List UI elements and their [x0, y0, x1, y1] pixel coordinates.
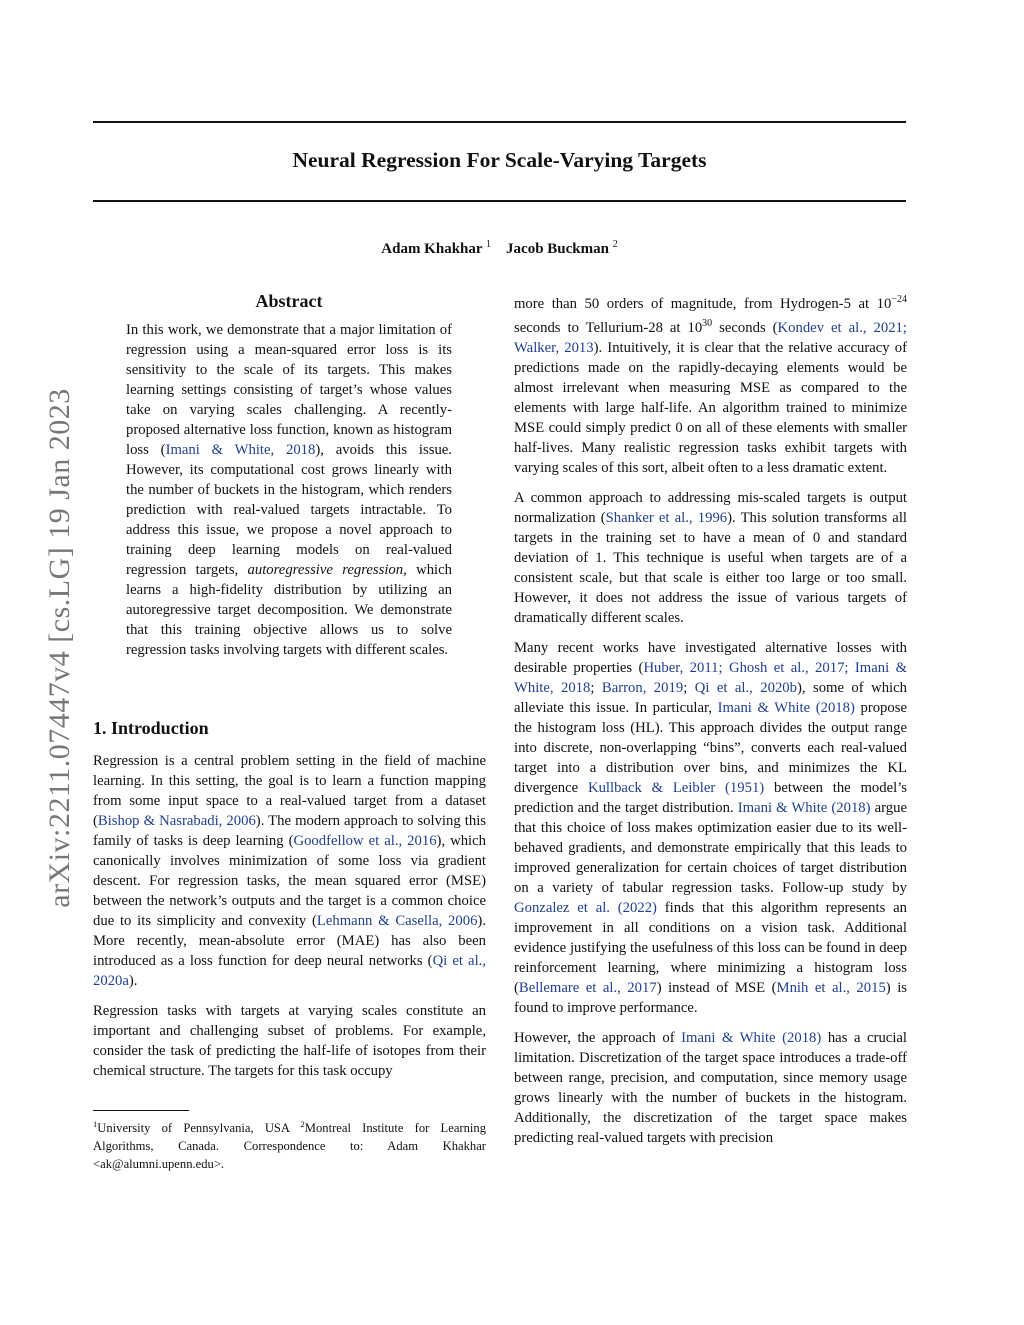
citation-link[interactable]: Shanker et al., 1996 [605, 509, 728, 526]
abstract-text: In this work, we demonstrate that a major limitation of regression using a mean-squared error loss is its sensitivity to the scale of its targets. This makes learning settings consisting of target’s whose values take on varying scales challenging. A recently-proposed alternative loss function, known as histogram loss ( [126, 322, 452, 458]
footnote-mark: 1 [93, 1119, 98, 1129]
paragraph-text: seconds to Tellurium-28 at 10 [514, 319, 703, 336]
top-rule [93, 121, 906, 123]
paragraph-text: Many recent works have investigated alternative losses with desirable properties ( [514, 639, 907, 676]
footnote-mark: 2 [300, 1119, 305, 1129]
paper-title: Neural Regression For Scale-Varying Targets [292, 148, 707, 172]
citation-link[interactable]: Lehmann & Casella, 2006 [316, 913, 478, 929]
paragraph [514, 638, 907, 1018]
abstract-text: ), avoids this issue. However, its computational cost grows linearly with the number of buckets in the histogram, which renders prediction with real-valued targets intractable. To address this issue, we propose a novel approach to training deep learning models on real-valued regression targets, [126, 442, 452, 578]
paragraph-text: ). Intuitively, it is clear that the relative accuracy of predictions made on the rapidly-decaying elements would be almost irrelevant when measuring MSE as compared to the elements with large half-life. An algorithm trained to minimize MSE could simply predict 0 on all of these elements with smaller half-lives. Many realistic regression tasks exhibit targets with varying scales of this sort, albeit often to a less dramatic extent. [514, 339, 908, 476]
author-affiliation-mark: 1 [486, 239, 492, 250]
paragraph-text: has a crucial limitation. Discretization of the target space introduces a trade-off between range, precision, and computation, since memory usage grows linearly with the number of buckets in the histogram. Additionally, the discretization of the target space makes predicting real-valued targets with precision [514, 1029, 907, 1146]
paragraph-text: ; [590, 679, 602, 696]
citation-link[interactable]: Mnih et al., 2015 [776, 979, 886, 996]
paragraph-text: between the model’s prediction and the target distribution. [514, 779, 907, 816]
citation-link[interactable]: Kondev et al., 2021; Walker, 2013 [514, 319, 907, 356]
paragraph-text: ), some of which alleviate this issue. In particular, [514, 679, 907, 716]
paragraph [514, 1028, 907, 1148]
right-column [514, 290, 907, 1158]
citation-link[interactable]: Bellemare et al., 2017 [518, 979, 657, 996]
section-heading-introduction: 1. Introduction [93, 718, 209, 738]
author-list [93, 234, 906, 260]
paragraph-text: propose the histogram loss (HL). This approach divides the output range into discrete, non-overlapping “bins”, converts each real-valued target into a distribution over bins, and minimizes the KL divergence [514, 699, 907, 796]
paragraph [93, 751, 486, 991]
paragraph-text: more than 50 orders of magnitude, from Hydrogen-5 at 10 [514, 295, 892, 312]
paragraph-text: ) is found to improve performance. [514, 979, 907, 1016]
citation-link[interactable]: Imani & White (2018) [737, 799, 871, 816]
citation-link[interactable]: Goodfellow et al., 2016 [293, 833, 437, 849]
author-name: Jacob Buckman [506, 241, 609, 257]
citation-link[interactable]: Kullback & Leibler (1951) [587, 779, 765, 796]
paragraph-text: ). [128, 973, 138, 989]
citation-link[interactable]: Barron, 2019 [601, 679, 684, 696]
citation-link[interactable]: Imani & White (2018) [681, 1029, 822, 1046]
paragraph-text: ). The modern approach to solving this family of tasks is deep learning ( [93, 813, 487, 849]
exponent: 30 [702, 317, 713, 329]
paragraph-text: ). More recently, mean-absolute error (MAE) has also been introduced as a loss function for deep neural networks ( [93, 913, 486, 969]
paragraph-text: ), which canonically involves minimization of some loss via gradient descent. For regression tasks, the mean squared error (MSE) between the network’s outputs and the target is a common choice due to its simplicity and convexity ( [93, 833, 486, 929]
footnote-text: University of Pennsylvania, USA [97, 1121, 301, 1136]
citation-link[interactable]: Qi et al., 2020a [93, 953, 486, 989]
paragraph-text: Regression is a central problem setting in the field of machine learning. In this setting, the goal is to learn a function mapping from some input space to a real-valued target from a dataset ( [93, 753, 486, 829]
title-bottom-rule [93, 200, 906, 202]
paragraph-text: A common approach to addressing mis-scaled targets is output normalization ( [514, 489, 907, 526]
citation-link[interactable]: Imani & White (2018) [717, 699, 855, 716]
author-name: Adam Khakhar [381, 241, 483, 257]
abstract-body [126, 320, 452, 660]
paragraph [514, 488, 907, 628]
left-column [93, 751, 486, 1091]
paragraph-text: However, the approach of [514, 1029, 682, 1046]
paragraph-text: seconds ( [712, 319, 778, 336]
arxiv-watermark: arXiv:2211.07447v4 [cs.LG] 19 Jan 2023 [43, 388, 76, 908]
paragraph-text: ). This solution transforms all targets in the training set to have a mean of 0 and standard deviation of 1. This technique is useful when targets are of a consistent scale, but that scale is either too large or too small. However, it does not address the issue of various targets of dramatically different scales. [514, 509, 907, 626]
citation-link[interactable]: Imani & White, 2018 [165, 442, 316, 458]
affiliation-footnote [93, 1115, 486, 1173]
citation-link[interactable]: Qi et al., 2020b [694, 679, 797, 696]
abstract-heading: Abstract [255, 291, 323, 311]
footnote-rule [93, 1110, 189, 1111]
paragraph [514, 290, 907, 478]
citation-link[interactable]: Bishop & Nasrabadi, 2006 [97, 813, 256, 829]
paragraph-text: finds that this algorithm represents an improvement in all conditions on a vision task. Additional evidence justifying the usefulness of this loss can be found in deep reinforcement learning, where minimizing a histogram loss ( [514, 899, 907, 996]
paragraph-text: ) instead of MSE ( [656, 979, 777, 996]
abstract-emphasis: autoregressive regression [247, 562, 404, 578]
exponent: −24 [891, 294, 907, 305]
paragraph-text: argue that this choice of loss makes optimization easier due to its well-behaved gradients, and demonstrate empirically that this leads to improved generalization for certain choices of target distribution on a variety of tabular regression tasks. Follow-up study by [514, 799, 907, 896]
footnote-text: Montreal Institute for Learning Algorithms, Canada. Correspondence to: Adam Khakhar <ak@alumni.upenn.edu>. [93, 1121, 486, 1172]
abstract-text: , which learns a high-fidelity distribution by utilizing an autoregressive target decomposition. We demonstrate that this training objective allows us to solve regression tasks involving targets with different scales. [126, 562, 452, 658]
citation-link[interactable]: Huber, 2011; Ghosh et al., 2017; Imani & White, 2018 [514, 659, 908, 696]
paragraph: Regression tasks with targets at varying scales constitute an important and challenging subset of problems. For example, consider the task of predicting the half-life of isotopes from their chemical structure. The targets for this task occupy [93, 1003, 486, 1079]
paragraph-text: ; [683, 679, 695, 696]
author-affiliation-mark: 2 [612, 239, 618, 250]
citation-link[interactable]: Gonzalez et al. (2022) [514, 899, 657, 916]
